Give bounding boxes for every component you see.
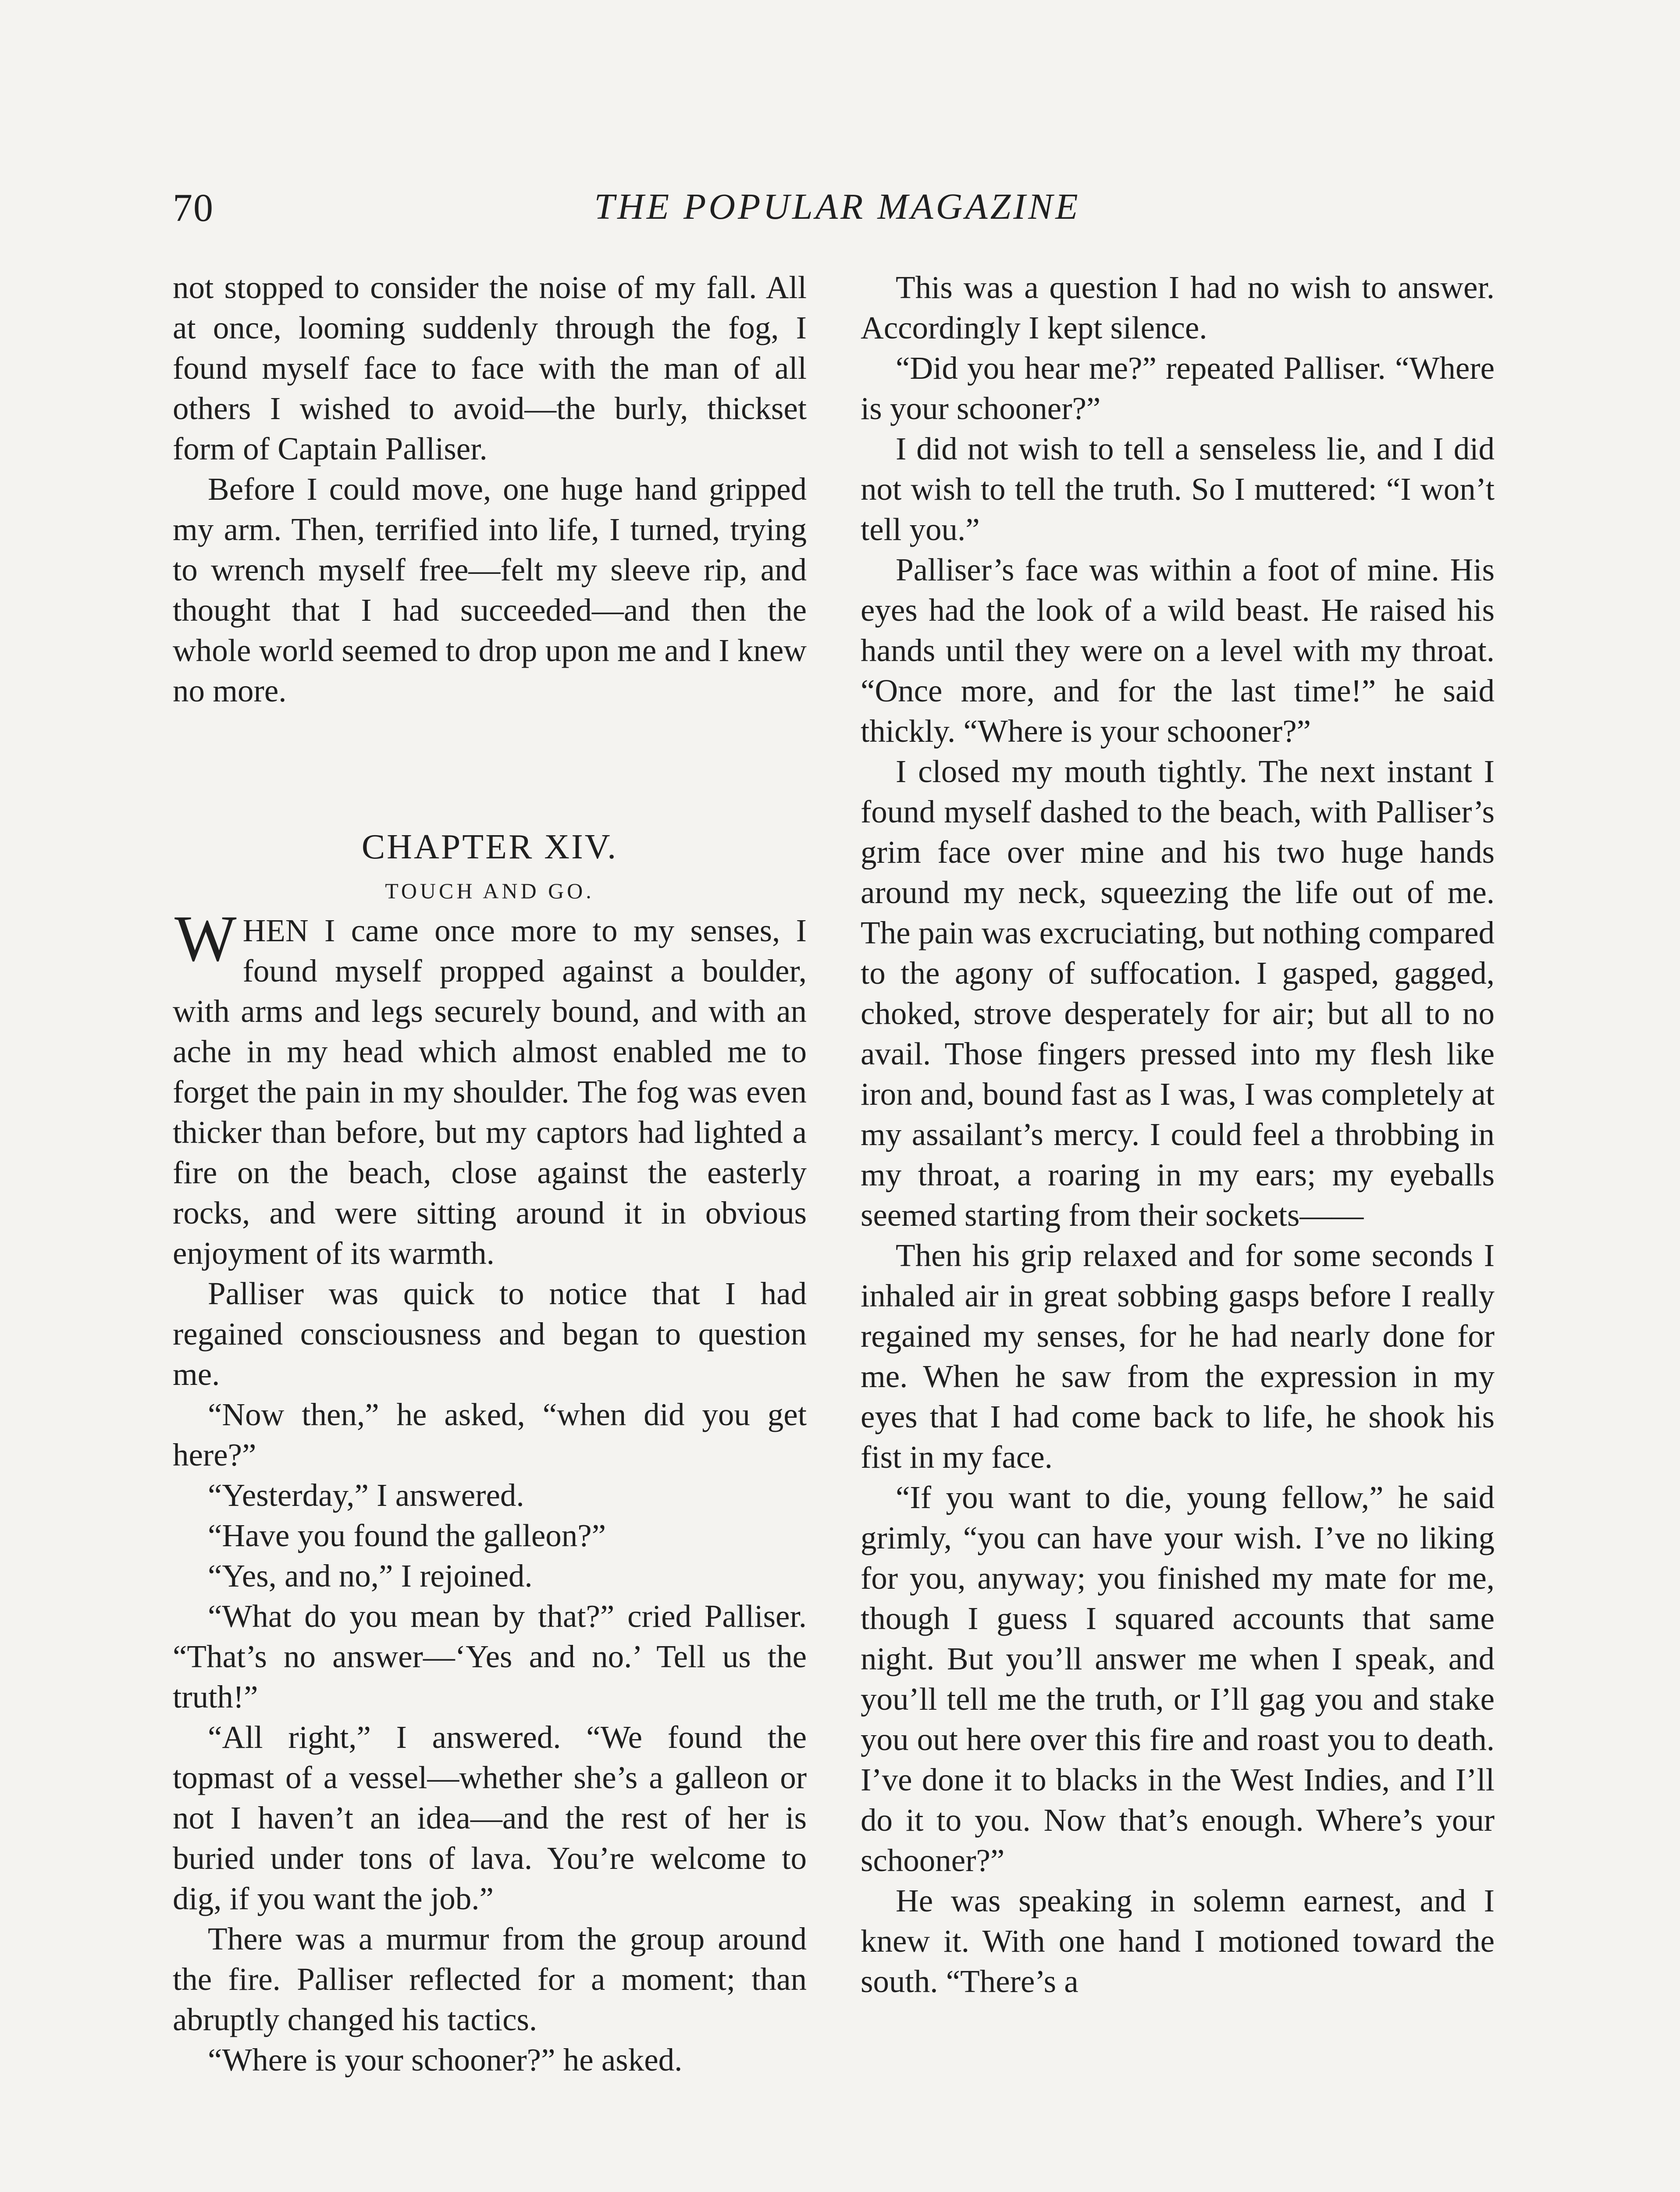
paragraph: “Yesterday,” I answered.	[208, 1477, 524, 1513]
paragraph: He was speaking in solemn earnest, and I knew it. With one hand I motioned toward the south. “There’s a	[861, 1883, 1495, 1999]
paragraph: not stopped to consider the noise of my fall. All at once, looming suddenly through the fog, I found myself face to face with the man of all others I wished to avoid—the burly, thickset form of Captain Palliser.	[173, 270, 807, 466]
chapter-title: CHAPTER XIV.	[361, 828, 618, 866]
paragraph: Palliser was quick to notice that I had regained consciousness and began to question me.	[173, 1276, 807, 1392]
paragraph: “Where is your schooner?” he asked.	[208, 2042, 683, 2078]
paragraph: There was a murmur from the group around the fire. Palliser reflected for a moment; than abruptly changed his tactics.	[173, 1921, 807, 2037]
paragraph: “If you want to die, young fellow,” he said grimly, “you can have your wish. I’ve no liking for you, anyway; you finished my mate for me, though I guess I squared accounts that same night. But you’ll answer me when I speak, and you’ll tell me the truth, or I’ll gag you and stake you out here over this fire and roast you to death. I’ve done it to blacks in the West Indies, and I’ll do it to you. Now that’s enough. Where’s your schooner?”	[861, 1480, 1495, 1878]
paragraph: Then his grip relaxed and for some seconds I inhaled air in great sobbing gasps before I really regained my senses, for he had nearly done for me. When he saw from the expression in my eyes that I had come back to life, he shook his fist in my face.	[861, 1238, 1495, 1475]
paragraph: I did not wish to tell a senseless lie, and I did not wish to tell the truth. So I muttered: “I won’t tell you.”	[861, 431, 1495, 547]
chapter-subtitle: TOUCH AND GO.	[385, 879, 594, 903]
right-column	[861, 267, 1495, 2002]
paragraph: “Have you found the galleon?”	[208, 1518, 606, 1553]
drop-cap: W	[174, 902, 237, 975]
paragraph: I closed my mouth tightly. The next instant I found myself dashed to the beach, with Palliser’s grim face over mine and his two huge hands around my neck, squeezing the life out of me. The pain was excruciating, but nothing compared to the agony of suffocation. I gasped, gagged, choked, strove desperately for air; but all to no avail. Those fingers pressed into my flesh like iron and, bound fast as I was, I was completely at my assailant’s mercy. I could feel a throbbing in my throat, a roaring in my ears; my eyeballs seemed starting from their sockets——	[861, 754, 1495, 1233]
page-number: 70	[173, 186, 214, 230]
paragraph: “Did you hear me?” repeated Palliser. “Where is your schooner?”	[861, 350, 1495, 426]
running-title: THE POPULAR MAGAZINE	[594, 186, 1081, 227]
paragraph: “Yes, and no,” I rejoined.	[208, 1558, 533, 1594]
chapter-opening-paragraph	[173, 902, 807, 1274]
paragraph: “What do you mean by that?” cried Palliser. “That’s no answer—‘Yes and no.’ Tell us the truth!”	[173, 1598, 807, 1715]
left-column	[173, 267, 807, 2080]
paragraph-text: HEN I came once more to my senses, I found myself propped against a boulder, with arms and legs securely bound, and with an ache in my head which almost enabled me to forget the pain in my shoulder. The fog was even thicker than before, but my captors had lighted a fire on the beach, close against the easterly rocks, and were sitting around it in obvious enjoyment of its warmth.	[173, 913, 807, 1271]
paragraph: Palliser’s face was within a foot of mine. His eyes had the look of a wild beast. He raised his hands until they were on a level with my throat. “Once more, and for the last time!” he said thickly. “Where is your schooner?”	[861, 552, 1495, 749]
paragraph: This was a question I had no wish to answer. Accordingly I kept silence.	[861, 270, 1495, 345]
paragraph: Before I could move, one huge hand gripped my arm. Then, terrified into life, I turned, trying to wrench myself free—felt my sleeve rip, and thought that I had succeeded—and then the whole world seemed to drop upon me and I knew no more.	[173, 471, 807, 708]
paragraph: “All right,” I answered. “We found the topmast of a vessel—whether she’s a galleon or not I haven’t an idea—and the rest of her is buried under tons of lava. You’re welcome to dig, if you want the job.”	[173, 1719, 807, 1916]
paragraph: “Now then,” he asked, “when did you get here?”	[173, 1397, 807, 1473]
